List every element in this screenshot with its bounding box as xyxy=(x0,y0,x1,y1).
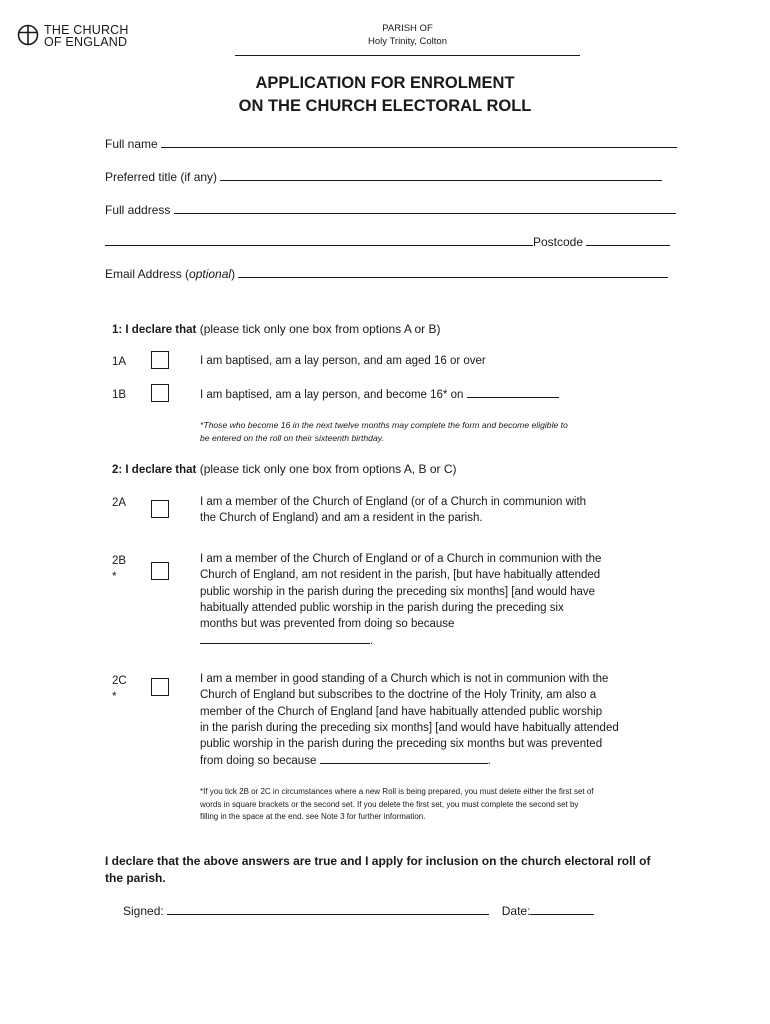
address-line2-field[interactable] xyxy=(105,234,670,249)
full-name-field[interactable]: Full name xyxy=(105,136,677,151)
option-2c-checkbox[interactable] xyxy=(151,678,169,696)
email-line[interactable] xyxy=(238,266,668,278)
option-1b-label: 1B xyxy=(112,389,127,401)
option-2b-text: I am a member of the Church of England or of a Church in communion with the Church of England, am not resident in the parish, [but have habitually attended public worship in the parish during the preceding six months] [and would have habitually attended public worship in the parish during the preceding six months but was prevented from doing so because . xyxy=(200,553,602,648)
option-2b-reason-line[interactable] xyxy=(200,632,370,644)
parish-label: PARISH OF xyxy=(382,23,433,34)
section1-heading: 1: I declare that (please tick only one box from options A or B) xyxy=(112,322,441,336)
declaration-statement: I declare that the above answers are true and I apply for inclusion on the church electoral roll of the parish. xyxy=(105,854,651,885)
signed-label: Signed: xyxy=(123,904,164,918)
parish-block xyxy=(235,22,580,48)
option-2c-label: 2C * xyxy=(112,675,127,703)
option-1b-checkbox[interactable] xyxy=(151,384,169,402)
date-line[interactable] xyxy=(530,903,594,915)
address-line2[interactable] xyxy=(105,234,533,246)
option-1a-checkbox[interactable] xyxy=(151,351,169,369)
signature-line[interactable] xyxy=(167,903,489,915)
signature-row xyxy=(123,903,594,918)
section2-heading: 2: I declare that (please tick only one box from options A, B or C) xyxy=(112,462,457,476)
option-2b-label: 2B * xyxy=(112,555,127,583)
option-2a-text: I am a member of the Church of England (or of a Church in communion with the Church of England) and am a resident in the parish. xyxy=(200,496,587,525)
preferred-title-field[interactable]: Preferred title (if any) xyxy=(105,169,662,184)
birthday-date-line[interactable] xyxy=(467,386,559,398)
postcode-line[interactable] xyxy=(586,234,670,246)
parish-name: Holy Trinity, Colton xyxy=(367,36,447,47)
option-1a-text: I am baptised, am a lay person, and am aged 16 or over xyxy=(200,355,486,367)
option-2c-text: I am a member in good standing of a Church which is not in communion with the Church of England but subscribes to the doctrine of the Holy Trinity, am also a member of the Church of England [and have habitually attended public worship in the parish during the preceding six months] [and would have habitually attended public worship in the parish during the preceding six months but was prevented from doing so because . xyxy=(200,673,619,768)
option-1a-label: 1A xyxy=(112,356,127,368)
church-of-england-logo xyxy=(17,24,129,48)
date-label: Date: xyxy=(501,904,531,918)
full-address-field[interactable]: Full address xyxy=(105,202,676,217)
parish-underline xyxy=(235,55,580,56)
postcode-label: Postcode xyxy=(533,235,584,249)
section1-note: *Those who become 16 in the next twelve months may complete the form and become eligible to be entered on the roll on their sixteenth birthday. xyxy=(200,420,568,443)
option-2a-checkbox[interactable] xyxy=(151,500,169,518)
option-2a-label: 2A xyxy=(112,497,127,509)
logo-text: THE CHURCH OF ENGLAND xyxy=(44,23,129,49)
section2-note: *If you tick 2B or 2C in circumstances where a new Roll is being prepared, you must delete either the first set of words in square brackets or the second set. If you delete the first set, you must complete the second set by filling in the space at the end. see Note 3 for further information. xyxy=(200,787,594,821)
full-name-line[interactable] xyxy=(161,136,677,148)
church-logo-icon xyxy=(17,24,39,46)
email-field[interactable]: Email Address (optional) xyxy=(105,266,668,281)
form-title: APPLICATION FOR ENROLMENT ON THE CHURCH ELECTORAL ROLL xyxy=(238,74,532,115)
full-address-line[interactable] xyxy=(174,202,676,214)
preferred-title-line[interactable] xyxy=(220,169,662,181)
option-2c-reason-line[interactable] xyxy=(320,752,488,764)
option-1b-text: I am baptised, am a lay person, and become 16* on xyxy=(200,386,559,403)
option-2b-checkbox[interactable] xyxy=(151,562,169,580)
